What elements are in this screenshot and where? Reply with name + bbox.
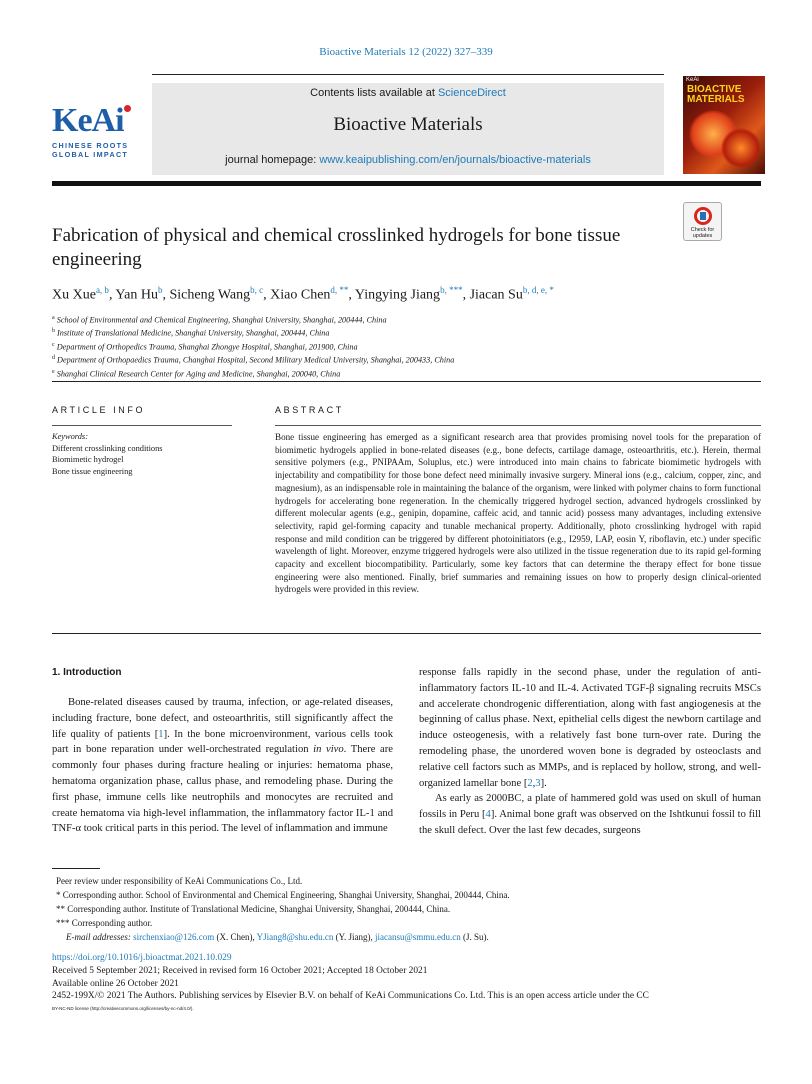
logo-dot-icon (124, 105, 131, 112)
journal-title: Bioactive Materials (333, 114, 483, 135)
footnote-rule (52, 868, 100, 869)
journal-masthead (152, 83, 664, 175)
abstract-text: Bone tissue engineering has emerged as a significant research area that provides promising novel tools for the preparation of biomimetic hydrogels applied in bone-related diseases (e.g., bone defects, cartilage damage, osteoarthritis, etc.). Herein, thermal sensitive polymers (e.g., PNIPAAm, Soluplus, etc.) were introduced into main chains to fabricate biomimetic hydrogels with injectability and compatibility for those bone defect need minimally invasive surgery. Mineral ions (e.g., calcium, copper, zinc, and magnesium), as an indispensable role in maintaining the balance of the organism, were linked with polymer chains to form functional hydrogels for accelerating bone regeneration. In the chemically triggered hydrogel section, advanced hydrogels crosslinked by different molecular agents (e.g., genipin, dopamine, caffeic acid, and tannic acid) possess many advantages, including extensive selectivity, rapid gel-forming capacity and tunable mechanical property. Additionally, photo crosslinking hydrogel with rapid response and mild condition can be triggered by different photoinitiators (e.g., I2959, LAP, eosin Y, riboflavin, etc.) under specific wavelength of light. Moreover, enzyme triggered hydrogels were also utilized in the tissue regeneration due to its rapid gel-forming capacity and excellent biocompatibility. Particularly, some key factors that can determine the therapy effect for bone tissue engineering were also mentioned. Finally, brief summaries and remaining issues on how to properly design clinical-oriented hydrogels were provided in this review. (275, 432, 761, 595)
keyword: Different crosslinking conditions (52, 443, 163, 453)
affiliation-rule (52, 381, 761, 382)
publisher-logo (52, 104, 138, 159)
author-sup[interactable]: b, c (250, 285, 264, 295)
paragraph: Bone-related diseases caused by trauma, infection, or age-related diseases, including fracture, bone defect, and osteoarthritis, still significantly affect the life quality of patients [1]. In the bone microenvironment, various cells took part in bone reparation under well-orchestrated regulation in vivo. There are commonly four phases during fracture healing or injuries: hematoma phase, hematoma organization phase, callus phase, and remodeling phase. During the first phase, immune cells like neutrophils and monocytes are recruited and create hematoma via high-level inflammation, the inflammatory factor IL-1 and TNF-α took critical parts in this period. The level of inflammation and immune (52, 697, 393, 835)
citation-link[interactable]: 4 (485, 809, 491, 821)
author-name: Yingying Jiang (354, 287, 441, 303)
keywords-block (52, 431, 232, 478)
abstract-rule (275, 425, 761, 426)
article-title: Fabrication of physical and chemical crosslinked hydrogels for bone tissue engineering (52, 225, 621, 270)
affiliation: $^e$ Shanghai Clinical Research Center for Aging and Medicine, Shanghai, 200040, China (52, 368, 341, 379)
sciencedirect-link[interactable]: ScienceDirect (437, 87, 506, 99)
corresponding-author-note: * Corresponding author. School of Environmental and Chemical Engineering, Shanghai University, Shanghai, 200444, China. (56, 890, 510, 900)
cover-art-2 (721, 128, 761, 168)
publisher-logo-text: KeAi (52, 102, 124, 139)
article-info-rule (52, 425, 232, 426)
available-online: Available online 26 October 2021 (52, 978, 179, 989)
email-addresses: E-mail addresses: sirchenxiao@126.com (X. Chen), YJiang8@shu.edu.cn (Y. Jiang), jiacansu@smmu.edu.cn (J. Su). (66, 932, 489, 942)
body-column-left (52, 695, 393, 837)
author-sup[interactable]: b (157, 285, 163, 295)
homepage-link[interactable]: www.keaipublishing.com/en/journals/bioactive-materials (319, 154, 591, 166)
affiliation: $^d$ Department of Orthopaedics Trauma, Changhai Hospital, Second Military Medical University, Shanghai, 200433, China (52, 355, 455, 366)
author-name: Sicheng Wang (169, 287, 251, 303)
abstract-bottom-rule (52, 633, 761, 634)
body-column-right (419, 665, 761, 839)
paragraph: response falls rapidly in the second phase, under the regulation of anti-inflammatory factors IL-10 and IL-4. Activated TGF-β signaling recruits MSCs and accelerate chondrogenic differentiation, along with fast angiogenesis at the beginning of callus phase. Next, epithelial cells digest the newborn cartilage and induce osteogenesis, with a relatively fast bone turn-over rate. During the remodeling phase, the unordered woven bone is degraded by osteoclasts and relative cell factors such as MMPs, and is replaced by hollow, strong, and well-organized lamellar bone [2,3]. (419, 667, 761, 789)
journal-citation[interactable]: Bioactive Materials 12 (2022) 327–339 (319, 46, 493, 58)
author-name: Xu Xue (52, 287, 96, 303)
header-rule (152, 74, 664, 75)
affiliation: $^b$ Institute of Translational Medicine, Shanghai University, Shanghai, 200444, China (52, 328, 330, 339)
section-heading-introduction: 1. Introduction (52, 667, 122, 678)
email-link[interactable]: sirchenxiao@126.com (133, 932, 215, 942)
affiliation: $^a$ School of Environmental and Chemical Engineering, Shanghai University, Shanghai, 200444, China (52, 315, 387, 325)
email-link[interactable]: jiacansu@smmu.edu.cn (375, 932, 461, 942)
author-sup[interactable]: b, *** (440, 285, 463, 295)
doi-link[interactable]: https://doi.org/10.1016/j.bioactmat.2021.10.029 (52, 953, 232, 963)
author-name: Jiacan Su (469, 287, 523, 303)
journal-cover-image (683, 76, 765, 174)
affiliation: $^c$ Department of Orthopedics Trauma, Shanghai Zhongye Hospital, Shanghai, 201900, China (52, 341, 358, 352)
email-link[interactable]: YJiang8@shu.edu.cn (256, 932, 334, 942)
citation-link[interactable]: 1 (158, 728, 164, 740)
author-name: Yan Hu (115, 287, 158, 303)
article-meta (52, 952, 772, 1003)
author-name: Xiao Chen (270, 287, 331, 303)
journal-homepage: journal homepage: www.keaipublishing.com/en/journals/bioactive-materials (225, 154, 591, 166)
license-link[interactable]: BY-NC-ND license (http://creativecommons.org/licenses/by-nc-nd/4.0/). (52, 1006, 194, 1011)
cover-title-1: BIOACTIVE (687, 84, 742, 95)
article-info-heading: ARTICLE INFO (52, 405, 146, 415)
check-updates-icon (694, 207, 712, 225)
publisher-tagline-1: CHINESE ROOTS (52, 141, 129, 150)
citation-link[interactable]: 3 (535, 777, 541, 789)
cover-title-2: MATERIALS (687, 94, 745, 105)
masthead-thick-rule (52, 181, 761, 186)
received-dates: Received 5 September 2021; Received in revised form 16 October 2021; Accepted 18 October 2021 (52, 965, 428, 976)
footnotes (52, 874, 772, 944)
author-list: Xu Xue$^{a, b}$, Yan Hu$^b$, Sicheng Wang$^{b, c}$, Xiao Chen$^{d, **}$, Yingying Jiang$^{b, ***}$, Jiacan $Su^{b, d, e, *}$ (52, 285, 554, 303)
affiliation-list (52, 313, 772, 380)
cover-publisher: KeAi (686, 77, 699, 83)
author-sup[interactable]: b, d, e, * (522, 285, 554, 295)
author-sup[interactable]: a, b (95, 285, 109, 295)
keyword: Biomimetic hydrogel (52, 455, 124, 465)
peer-review-note: Peer review under responsibility of KeAi Communications Co., Ltd. (56, 876, 303, 886)
keyword: Bone tissue engineering (52, 467, 133, 477)
contents-line: Contents lists available at ScienceDirect (310, 87, 506, 99)
author-sup[interactable]: d, ** (330, 285, 349, 295)
abstract-heading: ABSTRACT (275, 405, 344, 415)
corresponding-author-note: *** Corresponding author. (56, 918, 153, 928)
license-text: 2452-199X/© 2021 The Authors. Publishing services by Elsevier B.V. on behalf of KeAi Communications Co. Ltd. This is an open access article under the CC (52, 991, 649, 1002)
paragraph: As early as 2000BC, a plate of hammered gold was used on skull of human fossils in Peru [4]. Animal bone graft was observed on the Ishtkunui fossil to fill the skull defect. Over the last few decades, surgeons (419, 793, 761, 836)
check-for-updates-button[interactable]: Check for updates (683, 202, 722, 241)
publisher-tagline-2: GLOBAL IMPACT (52, 150, 129, 159)
citation-link[interactable]: 2 (527, 777, 533, 789)
keywords-label: Keywords: (52, 432, 88, 441)
corresponding-author-note: ** Corresponding author. Institute of Translational Medicine, Shanghai University, Shanghai, 200444, China. (56, 904, 451, 914)
